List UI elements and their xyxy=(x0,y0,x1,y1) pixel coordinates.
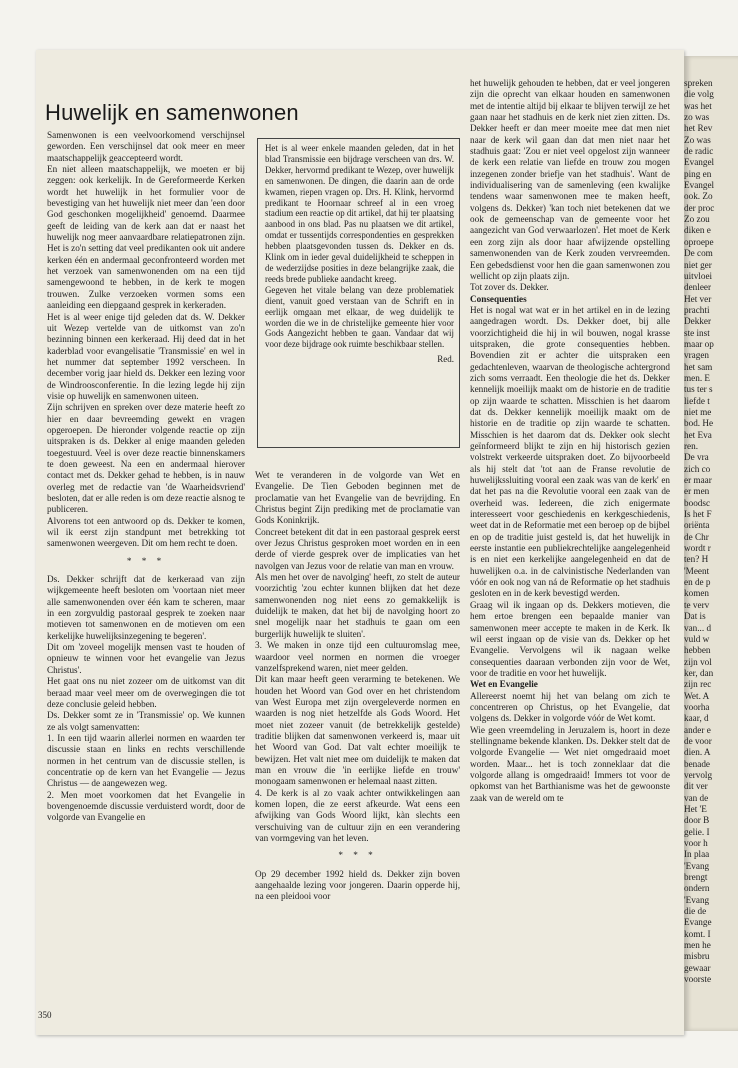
right-page-line: oriënta xyxy=(684,520,710,531)
column-1 xyxy=(47,130,245,824)
right-page-line: bod. He xyxy=(684,418,714,429)
editorial-note-text: Het is al weer enkele maanden geleden, dat in het blad Transmissie een bijdrage verscheen van drs. W. Dekker, hervormd predikant te Wezep, over huwelijk en samenwonen. De dingen, die daarin aan de orde kwamen, riepen vragen op. Drs. H. Klink, hervormd predikant te Hoornaar schreef al in een vroeg stadium een reactie op dit artikel, dat hij ter plaatsing aanbood in ons blad. Pas nu plaatsen we dit artikel, omdat er tussentijds correspondenties en gesprekken hebben plaatsgevonden tussen ds. Dekker en ds. Klink om in ieder geval duidelijkheid te scheppen in de wederzijdse posities in deze belangrijke zaak, die reeds brede publieke aandacht kreeg. xyxy=(265,143,454,284)
col1-paragraph-2: En niet alleen maatschappelijk, we moeten er bij zeggen: ook kerkelijk. In de Gereformeerde Kerken wordt het huwelijk in het formulier voor de bevestiging van het huwelijk niet meer dan 'een door God geschonken mogelijkheid' genoemd. Daarmee geeft de leiding van de kerk aan dat er naast het huwelijk nog meer aanvaardbare relatiepatronen zijn. Het is zo'n setting dat veel predikanten ook uit andere kerken één en andermaal geconfronteerd worden met het verzoek van samenwonenden om na een tijd samengewoond te hebben, in de kerk te mogen trouwen. Zulke verzoeken vormen soms een aanleiding een diepgaand gesprek in kerkeraden. xyxy=(47,164,245,311)
right-page-text-column xyxy=(684,78,738,986)
column-3 xyxy=(470,78,670,804)
right-page-line: zich co xyxy=(684,463,711,474)
page-number: 350 xyxy=(38,1010,52,1020)
right-page-line: het Eva xyxy=(684,429,712,440)
col2b-paragraph-1: Op 29 december 1992 hield ds. Dekker zijn boven aangehaalde lezing voor jongeren. Daarin opperde hij, na een pleidooi voor xyxy=(255,868,460,902)
right-page-line: dien. A xyxy=(684,747,711,758)
col2-paragraph-6: 4. De kerk is al zo vaak achter ontwikkelingen aan komen lopen, die ze eerst afkeurde. Wat eens een afwijking van Gods Woord lijkt, kàn slechts een verschuiving van de cultuur zijn en een verandering van vormgeving van het leven. xyxy=(255,787,460,843)
right-page-line: wordt r xyxy=(684,543,711,554)
col1-paragraph-5: Alvorens tot een antwoord op ds. Dekker te komen, wil ik eerst zijn standpunt met betrekking tot samenwonen weergeven. Dit om hem recht te doen. xyxy=(47,515,245,549)
right-page-line: tus ter s xyxy=(684,384,713,395)
col1b-paragraph-1: Ds. Dekker schrijft dat de kerkeraad van zijn wijkgemeente heeft besloten om 'voortaan niet meer alle samenwonenden over één kam te scheren, maar in een zorgvuldig pastoraal gesprek te zoeken naar motieven tot samenwonen en de motieven om een kerkelijke huwelijksinzegening te begeren'. xyxy=(47,574,245,641)
right-page-line: der proc xyxy=(684,202,715,213)
col2-paragraph-2: Concreet betekent dit dat in een pastoraal gesprek eerst over Jezus Christus gesproken moet worden en in een derde of vierde gesprek over de implicaties van het navolgen van Jezus voor de relatie van man en vrouw. xyxy=(255,526,460,571)
right-page-line: prachti xyxy=(684,304,710,315)
col3c-paragraph-2: Wie geen vreemdeling in Jeruzalem is, hoort in deze stellingname bekende klanken. Ds. Dekker stelt dat de volgorde Evangelie — Wet niet omgedraaid moet worden. Maar... het is toch zonneklaar dat die volgorde allang is omgedraaid! Immers tot voor de opkomst van het Barthianisme was het de gewoonste zaak van de wereld om te xyxy=(470,724,670,803)
right-page-line: Zo was xyxy=(684,134,711,145)
right-page-line: diken e xyxy=(684,225,711,236)
right-page-line: hebben xyxy=(684,645,711,656)
right-page-line: van de xyxy=(684,792,709,803)
right-page-line: ste inst xyxy=(684,327,710,338)
right-page-line: niet me xyxy=(684,406,712,417)
col2-paragraph-4: 3. We maken in onze tijd een cultuuromslag mee, waardoor veel normen en normen die vroeger vanzelfsprekend waren, niet meer gelden. xyxy=(255,640,460,673)
right-page-edge xyxy=(684,56,738,1031)
right-page-line: De com xyxy=(684,248,713,259)
col2-paragraph-1: Wet te veranderen in de volgorde van Wet en Evangelie. De Tien Geboden beginnen met de proclamatie van het Evangelie van de bevrijding. En Christus begint Zijn prediking met de proclamatie van Gods Koninkrijk. xyxy=(255,470,460,526)
right-page-line: ander e xyxy=(684,724,711,735)
right-page-line: Zo zou xyxy=(684,214,710,225)
right-page-line: misbru xyxy=(684,951,710,962)
right-page-line: de voor xyxy=(684,735,712,746)
col3b-paragraph-1: Het is nogal wat wat er in het artikel en in de lezing aangedragen wordt. Ds. Dekker doet, bij alle voorzichtigheid die hij in wil bouwen, nogal krasse uitspraken, die grote consequenties hebben. Bovendien zit er achter die uitspraken een gedachtenleven, waarvan de theologische achtergrond zich soms verraadt. Een theologie die het ds. Dekker kennelijk moeilijk maakt om de historie en de traditie op zijn waarde te schatten. Misschien is het daarom dat ds. Dekker kennelijk moeilijk maakt om de historie en de traditie op zijn waarde te schatten. Misschien is het daarom dat ds. Dekker ook slecht geïnformeerd blijkt te zijn en hij historisch gezien volstrekt verkeerde uitspraken doet. Zo bijvoorbeeld als hij stelt dat 'tot aan de Franse revolutie de huwelijkssluiting vooral een zaak was van de kerk' en dat het pas na die Revolutie vooral een zaak van de overheid was. Iedereen, die zich enigermate interesseert voor geschiedenis en kerkgeschiedenis, weet dat in de Reformatie met een beroep op de bijbel en op de traditie juist gesteld is, dat het huwelijk in eerste instantie een publiekrechtelijke aangelegenheid is en niet een kerkelijke aangelegenheid en dat de huwelijken o.a. in de calvinistische Nederlanden van vóór en ook nog van ná de Reformatie op het stadhuis gesloten en in de kerk bevestigd werden. xyxy=(470,304,670,599)
right-page-line: ping en xyxy=(684,168,712,179)
right-page-line: men he xyxy=(684,940,711,951)
col1b-paragraph-2: Dit om 'zoveel mogelijk mensen vast te houden of opnieuw te winnen voor het evangelie van Jezus Christus'. xyxy=(47,642,245,675)
col1b-paragraph-3: Het gaat ons nu niet zozeer om de uitkomst van dit beraad maar veel meer om de overwegingen die tot deze conclusie geleid hebben. xyxy=(47,676,245,709)
right-page-line: die de xyxy=(684,906,707,917)
right-page-line: dit ver xyxy=(684,781,708,792)
col2-paragraph-3: Als men het over de navolging' heeft, zo stelt de auteur voorzichtig 'zou echter kunnen blijken dat het deze samenwonenden nog niet eens zo gemakkelijk is duidelijk te maken, dat het bij de navolging hoort zo snel mogelijk naar het stadhuis te gaan om een burgerlijk huwelijk te sluiten'. xyxy=(255,572,460,639)
column-2 xyxy=(255,470,460,903)
subheading-wet-en-evangelie: Wet en Evangelie xyxy=(470,679,538,690)
right-page-line: komen xyxy=(684,588,710,599)
right-page-line: en de p xyxy=(684,577,711,588)
right-page-line: ten? H xyxy=(684,554,709,565)
right-page-line: door B xyxy=(684,815,710,826)
right-page-line: zijn rec xyxy=(684,679,712,690)
right-page-line: vuld w xyxy=(684,633,710,644)
section-divider-stars-2: * * * xyxy=(338,850,377,861)
right-page-line: men. E xyxy=(684,372,711,383)
right-page-line: zijn vol xyxy=(684,656,712,667)
col3-paragraph-1: het huwelijk gehouden te hebben, dat er veel jongeren zijn die oprecht van elkaar houden en samenwonen met de intentie altijd bij elkaar te blijven terwijl ze het gaan naar het stadhuis en de kerk niet zien zitten. Ds. Dekker heeft er dan meer moeite mee dat men niet naar de kerk wil gaan dan dat men niet naar het stadhuis gaat: 'Zou er niet veel opgelost zijn wanneer de kerk een relatie van liefde en trouw zou mogen inzegenen zonder briefje van het stadhuis'. Want de individualisering van de samenleving (een kwalijke tendens waar samenwonen mee te maken heeft, volgens ds. Dekker) 'kan toch niet betekenen dat we ook de gemeenschap van de gemeente voor het aangezicht van God verwaarlozen'. Het moet de Kerk een zorg zijn als door haar afwijzende opstelling samenwonenden van de Kerk zouden vervreemden. Een gebedsdienst voor hen die gaan samenwonen zou wellicht op zijn plaats zijn. xyxy=(470,78,670,281)
right-page-line: In plaa xyxy=(684,849,710,860)
right-page-line: het Rev xyxy=(684,123,713,134)
right-page-line: Is het F xyxy=(684,509,712,520)
right-page-line: Evangel xyxy=(684,180,715,191)
right-page-line: ker, dan xyxy=(684,667,714,678)
col3b-paragraph-2: Graag wil ik ingaan op ds. Dekkers motieven, die hem ertoe brengen een bepaalde manier van samenwonen meer accepte te maken in de Kerk. Ik wil eerst ingaan op de visie van ds. Dekker op het Evangelie. Vervolgens wil ik nagaan welke consequenties daaraan verbonden zijn voor de Wet, voor de traditie en voor het huwelijk. xyxy=(470,599,670,678)
right-page-line: vragen xyxy=(684,350,709,361)
right-page-line: maar op xyxy=(684,338,714,349)
right-page-line: er men xyxy=(684,486,710,497)
article-title: Huwelijk en samenwonen xyxy=(45,100,299,125)
right-page-line: gelie. I xyxy=(684,826,710,837)
col3c-paragraph-1: Allereerst noemt hij het van belang om zich te concentreren op Christus, op het Evangelie, dat volgens ds. Dekker in volgorde vóór de Wet komt. xyxy=(470,690,670,724)
right-page-line: voorha xyxy=(684,701,710,712)
right-page-line: brengt xyxy=(684,872,708,883)
right-page-line: denleer xyxy=(684,282,712,293)
right-page-line: uitvloei xyxy=(684,270,713,281)
right-page-line: de radic xyxy=(684,146,714,157)
right-page-line: De vra xyxy=(684,452,709,463)
section-divider-stars: * * * xyxy=(126,555,166,566)
editorial-note-box xyxy=(257,138,460,448)
right-page-line: oproepe xyxy=(684,236,714,247)
editorial-note-text-2: Gegeven het vitale belang van deze problematiek dient, vanuit goed verstaan van de Schrift en in eerlijk omgaan met elkaar, de weg duidelijk te worden die we in de christelijke gemeente hier voor Gods Aangezicht hebben te gaan. Vandaar dat wij voor deze bijdrage ook ruimte beschikbaar stellen. xyxy=(265,284,454,350)
right-page-line: kaar, d xyxy=(684,713,709,724)
editorial-signature: Red. xyxy=(437,354,454,365)
right-page-line: voorste xyxy=(684,974,712,985)
right-page-line: Dekker xyxy=(684,316,712,327)
right-page-line: vervolg xyxy=(684,769,713,780)
right-page-line: niet ger xyxy=(684,259,712,270)
right-page-line: Evange xyxy=(684,917,712,928)
col1-paragraph-1: Samenwonen is een veelvoorkomend verschijnsel geworden. Een verschijnsel dat ook meer en meer maatschappelijk geaccepteerd wordt. xyxy=(47,130,245,163)
col1b-paragraph-6: 2. Men moet voorkomen dat het Evangelie in bovengenoemde discussie verduisterd wordt, door de volgorde van Evangelie en xyxy=(47,789,245,823)
right-page-line: zo was xyxy=(684,112,710,123)
subheading-consequenties: Consequenties xyxy=(470,293,527,304)
right-page-line: Evangel xyxy=(684,157,715,168)
right-page-line: 'Evang xyxy=(684,894,710,905)
right-page-line: 'Evang xyxy=(684,860,710,871)
right-page-line: ook. Zo xyxy=(684,191,713,202)
right-page-line: benade xyxy=(684,758,711,769)
right-page-line: het sam xyxy=(684,361,713,372)
right-page-line: Wet. A xyxy=(684,690,710,701)
col1b-paragraph-5: 1. In een tijd waarin allerlei normen en waarden ter discussie staan en links en rechts verschillende normen in het centrum van de discussie stellen, is concentratie op de kern van het Evangelie — Jezus Christus — de aangewezen weg. xyxy=(47,732,245,789)
col1b-paragraph-4: Ds. Dekker somt ze in 'Transmissie' op. We kunnen ze als volgt samenvatten: xyxy=(47,710,245,732)
col3-paragraph-2: Tot zover ds. Dekker. xyxy=(470,282,549,293)
right-page-line: Het ver xyxy=(684,293,712,304)
right-page-line: Dat is xyxy=(684,611,706,622)
right-page-line: gewaar xyxy=(684,962,711,973)
right-page-line: liefde t xyxy=(684,395,710,406)
right-page-line: ren. xyxy=(684,441,699,451)
right-page-line: te verv xyxy=(684,599,710,610)
right-page-line: spreken xyxy=(684,78,713,88)
col1-paragraph-3: Het is al weer enige tijd geleden dat ds. W. Dekker uit Wezep vertelde van de uitkomst van zo'n bezinning binnen een kerkeraad. Hij deed dat in het kaderblad voor evangelisatie 'Transmissie' en wel in het nummer dat september 1992 verscheen. In december vorig jaar hield ds. Dekker een lezing voor de Windroosconferentie. In die lezing legde hij zijn visie op huwelijk en samenwonen uiteen. xyxy=(47,311,245,401)
right-page-line: boodsc xyxy=(684,497,711,508)
right-page-line: die volg xyxy=(684,89,714,100)
right-page-line: voor h xyxy=(684,838,708,849)
right-page-line: komt. I xyxy=(684,928,711,939)
right-page-line: er maar xyxy=(684,475,712,486)
right-page-line: 'Meent xyxy=(684,565,710,576)
right-page-line: was het xyxy=(684,100,712,111)
right-page-line: ondern xyxy=(684,883,710,894)
right-page-line: Het 'E xyxy=(684,804,707,814)
col1-paragraph-4: Zijn schrijven en spreken over deze materie heeft zo hier en daar bevreemding gewekt en vragen opgeroepen. De hieronder volgende reactie op zijn uitspraken is ds. Dekker al enige maanden geleden toegestuurd. Veel is over deze reactie binnenskamers te doen geweest. Na een en andermaal hierover contact met ds. Dekker gehad te hebben, is in nauw overleg met de redactie van 'de Waarheidsvriend' besloten, dat er alle reden is om deze reactie alsnog te publiceren. xyxy=(47,402,245,515)
right-page-line: de Chr xyxy=(684,531,709,542)
right-page-line: van... d xyxy=(684,622,712,633)
col2-paragraph-5: Dit kan maar heeft geen verarming te betekenen. We houden het Woord van God over en het christendom van West Europa met zijn overgeleverde normen en waarden is nog niet hetzelfde als Gods Woord. Het moet niet zozeer vanuit (de betrekkelijk gestelde) traditie blijken dat samenwonen verkeerd is, maar uit het Woord van God. Dat valt echter moeilijk te bewijzen. Het valt niet mee om duidelijk te maken dat man en vrouw die 'in eerlijke liefde en trouw' monogaam samenwonen er helemaal naast zitten. xyxy=(255,674,460,787)
